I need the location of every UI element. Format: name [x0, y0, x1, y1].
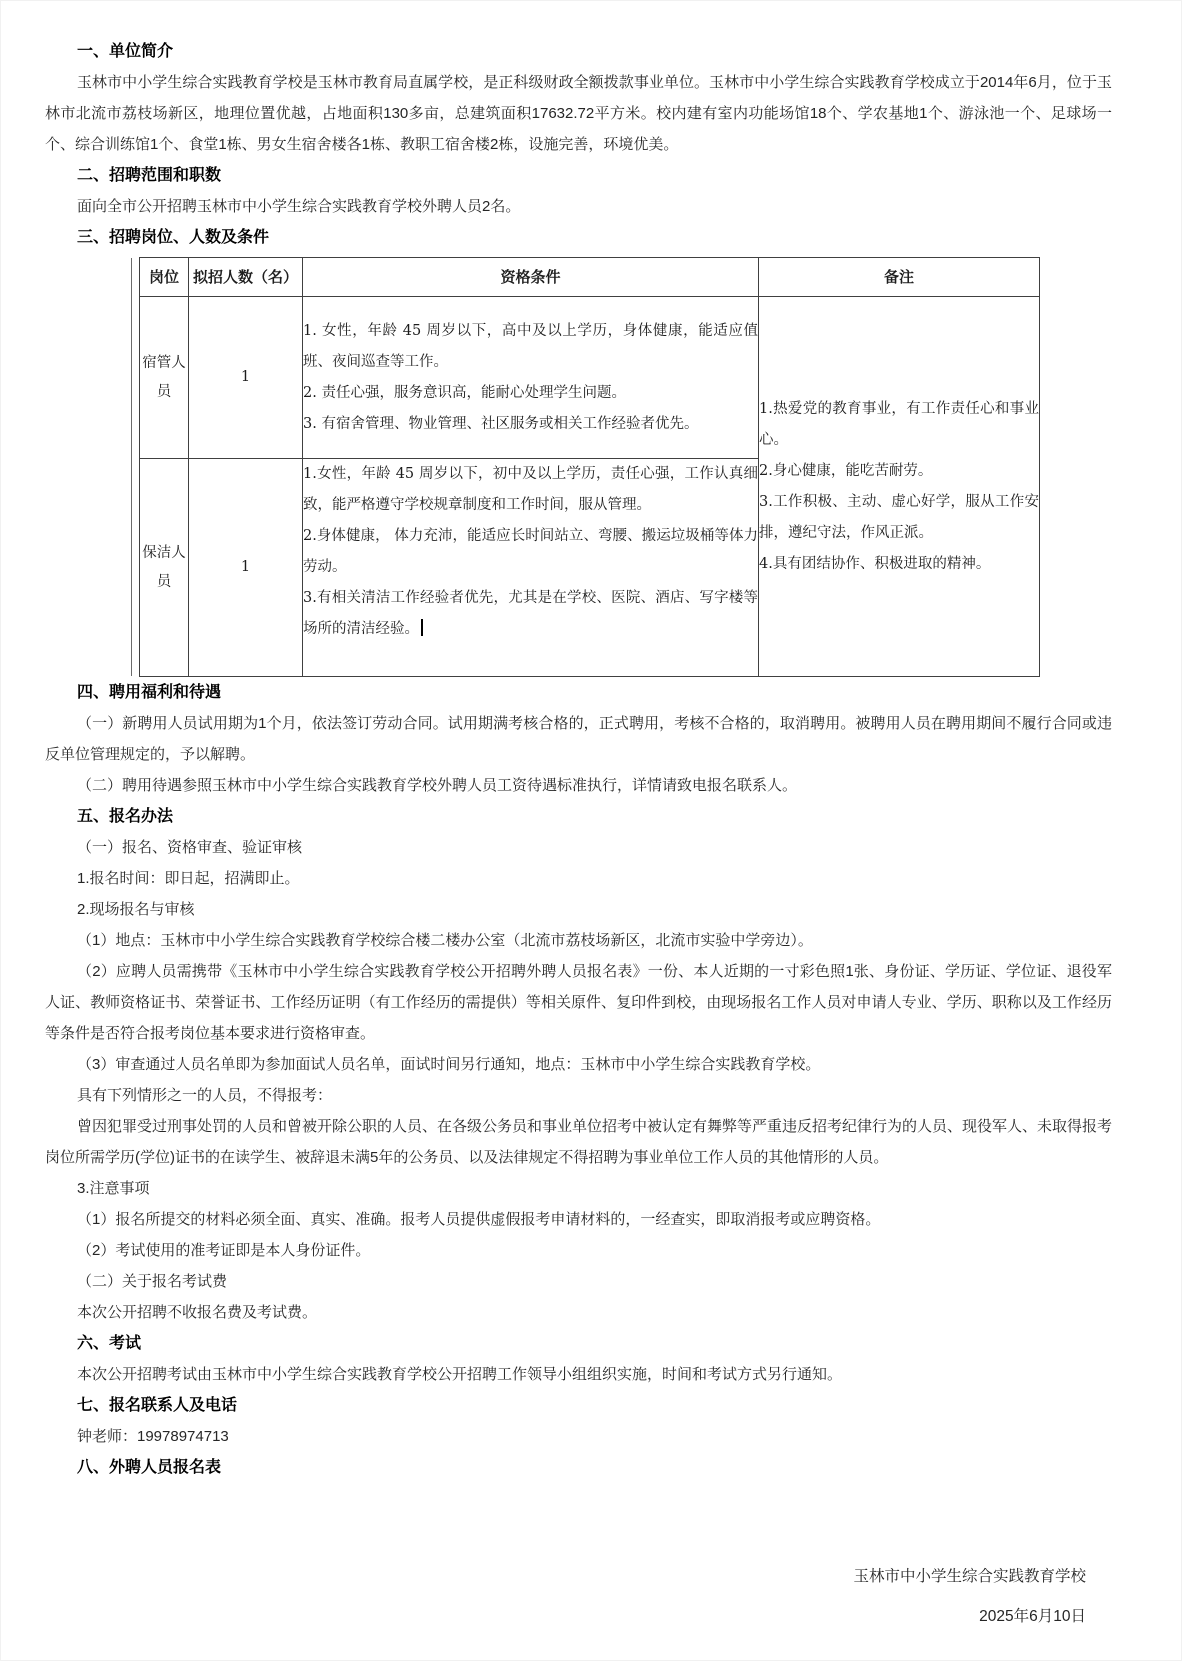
paragraph-notes-1: （1）报名所提交的材料必须全面、真实、准确。报考人员提供虚假报考申请材料的，一经查实，即取消报考或应聘资格。 — [77, 1211, 881, 1228]
paragraph-notes-head: 3.注意事项 — [77, 1180, 150, 1197]
table-header-row — [140, 258, 1040, 297]
paragraph-apply-time: 1.报名时间：即日起，招满即止。 — [77, 870, 300, 887]
col-header-post: 岗位 — [140, 258, 189, 297]
paragraph-fee-body: 本次公开招聘不收报名费及考试费。 — [77, 1304, 318, 1321]
section-heading-2: 二、招聘范围和职数 — [77, 167, 222, 184]
paragraph-welfare-2: （二）聘用待遇参照玉林市中小学生综合实践教育学校外聘人员工资待遇标准执行，详情请致电报名联系人。 — [77, 777, 798, 794]
text-caret — [421, 619, 423, 636]
section-heading-6: 六、考试 — [77, 1335, 142, 1352]
section-heading-8: 八、外聘人员报名表 — [77, 1459, 222, 1476]
paragraph-apply-head: （一）报名、资格审查、验证审核 — [77, 839, 303, 856]
table-row — [140, 297, 1040, 459]
paragraph-apply-location: （1）地点：玉林市中小学生综合实践教育学校综合楼二楼办公室（北流市荔枝场新区，北流市实验中学旁边）。 — [77, 932, 813, 949]
post-name-cleaner: 保洁人员 — [140, 459, 189, 677]
post-count-cleaner: 1 — [189, 459, 303, 677]
paragraph-contact: 钟老师：19978974713 — [77, 1428, 229, 1445]
paragraph-forbid-intro: 具有下列情形之一的人员，不得报考： — [77, 1087, 333, 1104]
condition-item: 2. 责任心强，服务意识高，能耐心处理学生问题。 — [303, 384, 626, 401]
paragraph-apply-documents: （2）应聘人员需携带《玉林市中小学生综合实践教育学校公开招聘外聘人员报名表》一份、本人近期的一寸彩色照1张、身份证、学历证、学位证、退役军人证、教师资格证书、荣誉证书、工作经历证明（有工作经历的需提供）等相关原件、复印件到校，由现场报名工作人员对申请人专业、学历、职称以及工作经历等条件是否符合报考岗位基本要求进行资格审查。 — [45, 963, 1112, 1042]
paragraph-exam-body: 本次公开招聘考试由玉林市中小学生综合实践教育学校公开招聘工作领导小组组织实施，时间和考试方式另行通知。 — [77, 1366, 843, 1383]
signature-org: 玉林市中小学生综合实践教育学校 — [853, 1568, 1086, 1585]
remarks-cell — [759, 297, 1040, 677]
section-heading-4: 四、聘用福利和待遇 — [77, 684, 222, 701]
remark-item: 2.身心健康，能吃苦耐劳。 — [759, 462, 933, 479]
post-conditions-cleaner — [303, 459, 759, 677]
col-header-conditions: 资格条件 — [303, 258, 759, 297]
remark-item: 4.具有团结协作、积极进取的精神。 — [759, 555, 991, 572]
condition-item: 3. 有宿舍管理、物业管理、社区服务或相关工作经验者优先。 — [303, 415, 699, 432]
post-name-dorm: 宿管人员 — [140, 297, 189, 459]
signature-block — [45, 1557, 1112, 1637]
post-count-dorm: 1 — [189, 297, 303, 459]
section-heading-3: 三、招聘岗位、人数及条件 — [77, 229, 270, 246]
col-header-remarks: 备注 — [759, 258, 1040, 297]
remark-item: 1.热爱党的教育事业，有工作责任心和事业心。 — [759, 400, 1039, 448]
paragraph-forbid-detail: 曾因犯罪受过刑事处罚的人员和曾被开除公职的人员、在各级公务员和事业单位招考中被认定有舞弊等严重违反招考纪律行为的人员、现役军人、未取得报考岗位所需学历(学位)证书的在读学生、被辞退未满5年的公务员、以及法律规定不得招聘为事业单位工作人员的其他情形的人员。 — [45, 1118, 1113, 1166]
post-conditions-dorm — [303, 297, 759, 459]
positions-table-wrap — [139, 257, 1039, 677]
paragraph-apply-review: （3）审查通过人员名单即为参加面试人员名单，面试时间另行通知，地点：玉林市中小学生综合实践教育学校。 — [77, 1056, 821, 1073]
condition-text: 3.有相关清洁工作经验者优先，尤其是在学校、医院、酒店、写字楼等场所的清洁经验。 — [303, 590, 758, 637]
paragraph-intro: 玉林市中小学生综合实践教育学校是玉林市教育局直属学校，是正科级财政全额拨款事业单位。玉林市中小学生综合实践教育学校成立于2014年6月，位于玉林市北流市荔枝场新区，地理位置优越，占地面积130多亩，总建筑面积17632.72平方米。校内建有室内功能场馆18个、学农基地1个、游泳池一个、足球场一个、综合训练馆1个、食堂1栋、男女生宿舍楼各1栋、教职工宿舍楼2栋，设施完善，环境优美。 — [45, 74, 1112, 153]
signature-date: 2025年6月10日 — [979, 1608, 1086, 1625]
positions-table — [139, 257, 1040, 677]
condition-item: 1. 女性，年龄 45 周岁以下，高中及以上学历，身体健康，能适应值班、夜间巡查等工作。 — [303, 322, 758, 370]
paragraph-welfare-1: （一）新聘用人员试用期为1个月，依法签订劳动合同。试用期满考核合格的，正式聘用，考核不合格的，取消聘用。被聘用人员在聘用期间不履行合同或违反单位管理规定的，予以解聘。 — [45, 715, 1112, 763]
change-bar — [131, 258, 132, 676]
condition-item: 1.女性，年龄 45 周岁以下，初中及以上学历，责任心强，工作认真细致，能严格遵守学校规章制度和工作时间，服从管理。 — [303, 466, 758, 513]
section-heading-5: 五、报名办法 — [77, 808, 174, 825]
paragraph-notes-2: （2）考试使用的准考证即是本人身份证件。 — [77, 1242, 371, 1259]
paragraph-apply-onsite: 2.现场报名与审核 — [77, 901, 195, 918]
col-header-count: 拟招人数（名） — [189, 258, 303, 297]
condition-item — [303, 583, 758, 645]
paragraph-fee-head: （二）关于报名考试费 — [77, 1273, 228, 1290]
section-heading-1: 一、单位简介 — [77, 43, 174, 60]
section-heading-7: 七、报名联系人及电话 — [77, 1397, 238, 1414]
condition-item: 2.身体健康， 体力充沛，能适应长时间站立、弯腰、搬运垃圾桶等体力劳动。 — [303, 528, 758, 575]
remark-item: 3.工作积极、主动、虚心好学，服从工作安排，遵纪守法，作风正派。 — [759, 493, 1039, 541]
paragraph-scope: 面向全市公开招聘玉林市中小学生综合实践教育学校外聘人员2名。 — [77, 198, 521, 215]
